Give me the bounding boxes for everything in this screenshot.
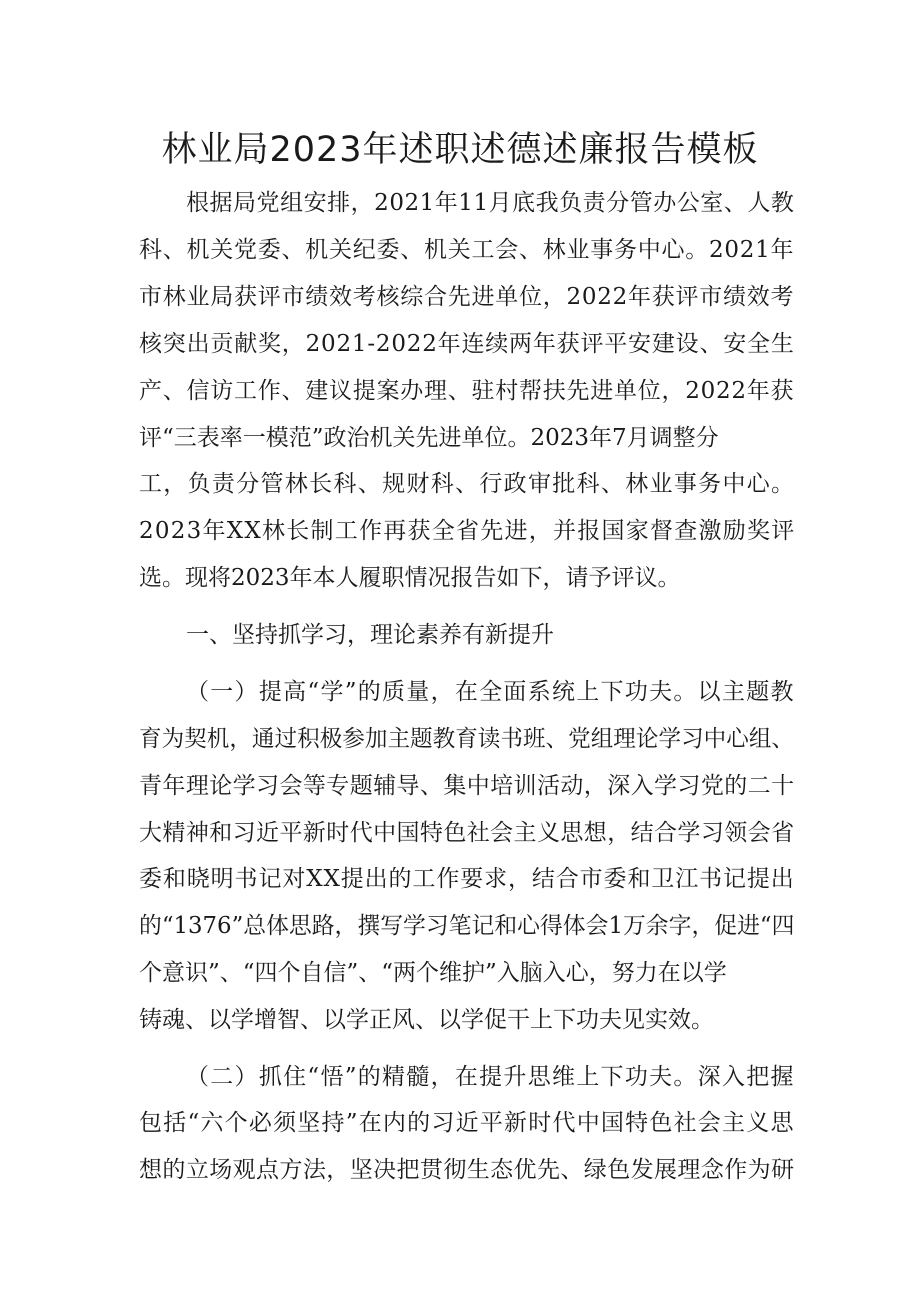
body-line: 青年理论学习会等专题辅导、集中培训活动，深入学习党的二十 <box>139 773 795 799</box>
body-line: 选。现将2023年本人履职情况报告如下，请予评议。 <box>139 565 681 591</box>
body-line: 根据局党组安排，2021年11月底我负责分管办公室、人教 <box>186 190 795 216</box>
body-line: 科、机关党委、机关纪委、机关工会、林业事务中心。2021年 <box>139 237 795 263</box>
body-line: （二）抓住“悟”的精髓，在提升思维上下功夫。深入把握 <box>186 1064 795 1090</box>
body-line: 核突出贡献奖，2021-2022年连续两年获评平安建设、安全生 <box>139 331 795 357</box>
body-line: 一、坚持抓学习，理论素养有新提升 <box>186 622 554 648</box>
body-line: 委和晓明书记对XX提出的工作要求，结合市委和卫江书记提出 <box>139 866 795 892</box>
body-line: 大精神和习近平新时代中国特色社会主义思想，结合学习领会省 <box>139 820 795 846</box>
body-line: 工，负责分管林长科、规财科、行政审批科、林业事务中心。 <box>139 471 796 497</box>
body-line: （一）提高“学”的质量，在全面系统上下功夫。以主题教 <box>186 679 795 705</box>
body-line: 包括“六个必须坚持”在内的习近平新时代中国特色社会主义思 <box>139 1110 795 1136</box>
document-title: 林业局2023年述职述德述廉报告模板 <box>161 130 759 170</box>
body-line: 个意识”、“四个自信”、“两个维护”入脑入心，努力在以学 <box>139 960 727 986</box>
body-line: 育为契机，通过积极参加主题教育读书班、党组理论学习中心组、 <box>139 726 794 752</box>
body-line: 市林业局获评市绩效考核综合先进单位，2022年获评市绩效考 <box>139 284 795 310</box>
body-line: 铸魂、以学增智、以学正风、以学促干上下功夫见实效。 <box>139 1007 714 1033</box>
body-line: 产、信访工作、建议提案办理、驻村帮扶先进单位，2022年获 <box>139 378 795 404</box>
body-line: 的“1376”总体思路，撰写学习笔记和心得体会1万余字，促进“四 <box>139 913 795 939</box>
body-line: 评“三表率一模范”政治机关先进单位。2023年7月调整分 <box>139 425 719 451</box>
body-line: 2023年XX林长制工作再获全省先进，并报国家督查激励奖评 <box>139 518 796 544</box>
body-line: 想的立场观点方法，坚决把贯彻生态优先、绿色发展理念作为研 <box>139 1157 795 1183</box>
